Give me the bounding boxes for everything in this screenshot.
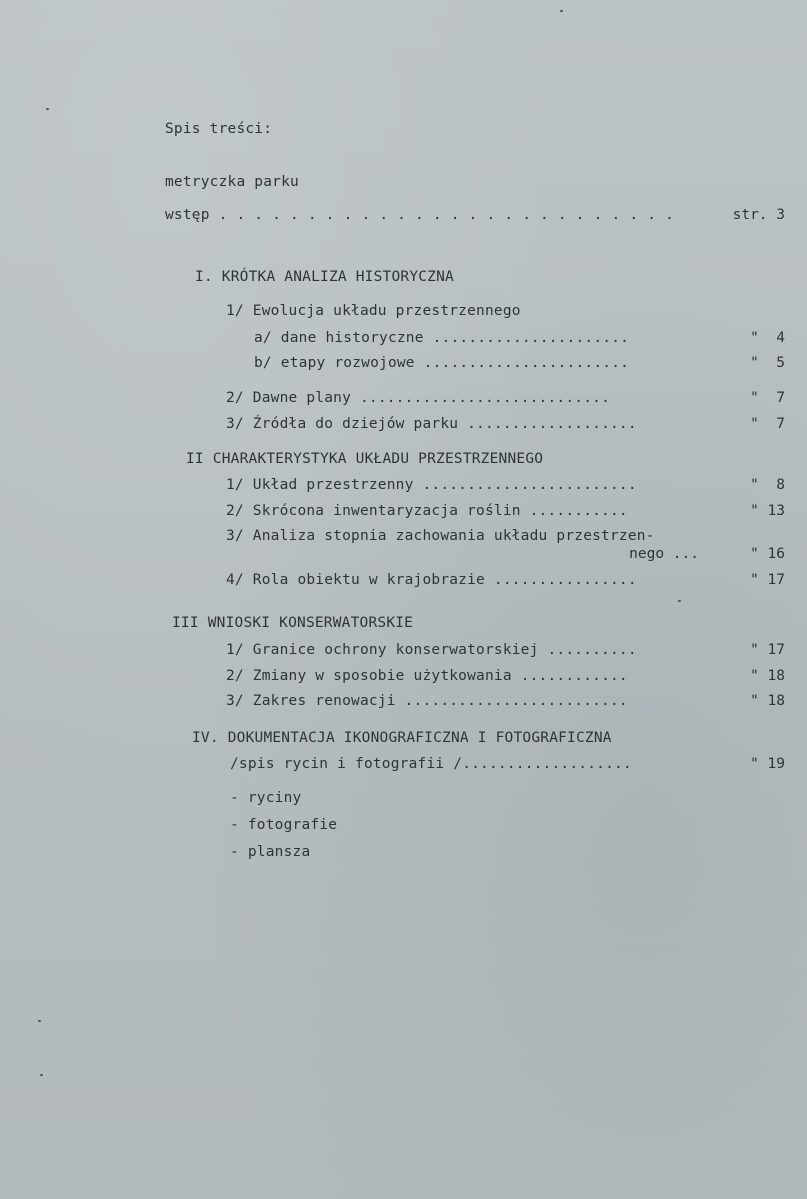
toc-entry-label: 4/ Rola obiektu w krajobrazie — [226, 572, 485, 588]
toc-entry-label: a/ dane historyczne — [254, 330, 424, 346]
toc-entry-label: 1/ Granice ochrony konserwatorskiej — [226, 642, 539, 658]
toc-page-number: " 13 — [750, 503, 785, 519]
toc-title: Spis treści: — [165, 121, 273, 137]
toc-page-number: str. 3 — [732, 207, 785, 223]
toc-section-heading: IV. DOKUMENTACJA IKONOGRAFICZNA I FOTOGRAFICZNA — [192, 730, 612, 746]
toc-entry — [254, 329, 629, 347]
toc-leader-dots: ................ — [484, 572, 637, 588]
toc-page-number: " 18 — [750, 693, 785, 709]
toc-leader-dots: ............ — [511, 668, 628, 684]
toc-subitem: - ryciny — [230, 790, 302, 806]
toc-leader-dots: ......................... — [395, 693, 628, 709]
toc-section-heading: III WNIOSKI KONSERWATORSKIE — [172, 615, 414, 631]
toc-entry-metryczka: metryczka parku — [165, 174, 299, 190]
toc-page-number: " 4 — [750, 330, 785, 346]
toc-entry-label: b/ etapy rozwojowe — [254, 355, 415, 371]
toc-leader-dots: ........................ — [413, 477, 637, 493]
toc-subitem: - fotografie — [230, 817, 338, 833]
toc-page-number: " 7 — [750, 390, 785, 406]
toc-entry-label: 3/ Zakres renowacji — [226, 693, 396, 709]
toc-page-number: " 5 — [750, 355, 785, 371]
toc-leader-dots: ............................ — [351, 390, 610, 406]
toc-entry-label: 2/ Dawne plany — [226, 390, 352, 406]
toc-entry — [226, 415, 637, 433]
paper-speck — [40, 1074, 43, 1076]
toc-leader-dots: ....................... — [414, 355, 630, 371]
toc-page-number: " 17 — [750, 642, 785, 658]
paper-speck — [560, 10, 563, 12]
toc-entry-label: 2/ Zmiany w sposobie użytkowania — [226, 668, 512, 684]
toc-entry — [226, 389, 610, 407]
toc-page-number: " 17 — [750, 572, 785, 588]
toc-entry-label: /spis rycin i fotografii / — [230, 756, 463, 772]
toc-subitem: - plansza — [230, 844, 311, 860]
paper-speck — [46, 108, 49, 110]
toc-section-heading: II CHARAKTERYSTYKA UKŁADU PRZESTRZENNEGO — [186, 451, 544, 467]
toc-leader-dots: ...................... — [423, 330, 630, 346]
toc-entry — [226, 641, 637, 659]
toc-entry-label: 3/ Źródła do dziejów parku — [226, 416, 459, 432]
toc-entry — [226, 476, 637, 494]
toc-entry-label: 1/ Układ przestrzenny — [226, 477, 414, 493]
toc-page-number: " 8 — [750, 477, 785, 493]
toc-page-number: " 19 — [750, 756, 785, 772]
toc-entry-wstep — [165, 206, 674, 224]
toc-entry — [226, 502, 628, 520]
toc-entry — [230, 755, 632, 773]
toc-leader-dots: ................... — [462, 756, 632, 772]
toc-entry-label: wstęp — [165, 207, 210, 223]
toc-entry — [254, 354, 629, 372]
toc-entry: 1/ Ewolucja układu przestrzennego — [226, 303, 521, 319]
paper-speck — [38, 1020, 41, 1022]
toc-leader-dots: ................... — [458, 416, 637, 432]
toc-entry-label: 2/ Skrócona inwentaryzacja roślin — [226, 503, 521, 519]
toc-entry — [226, 667, 628, 685]
toc-page-number: " 7 — [750, 416, 785, 432]
toc-entry: 3/ Analiza stopnia zachowania układu przestrzen- — [226, 528, 655, 544]
paper-speck — [678, 600, 681, 602]
toc-entry — [226, 692, 628, 710]
toc-entry-continuation: nego ... — [629, 546, 699, 562]
toc-entry — [226, 571, 637, 589]
toc-page-number: " 18 — [750, 668, 785, 684]
toc-leader-dots: .......... — [538, 642, 637, 658]
toc-leader-dots: ........... — [520, 503, 628, 519]
toc-section-heading: I. KRÓTKA ANALIZA HISTORYCZNA — [195, 269, 454, 285]
toc-leader-dots: . . . . . . . . . . . . . . . . . . . . . . . . . . — [209, 207, 675, 223]
toc-page-number: " 16 — [750, 546, 785, 562]
